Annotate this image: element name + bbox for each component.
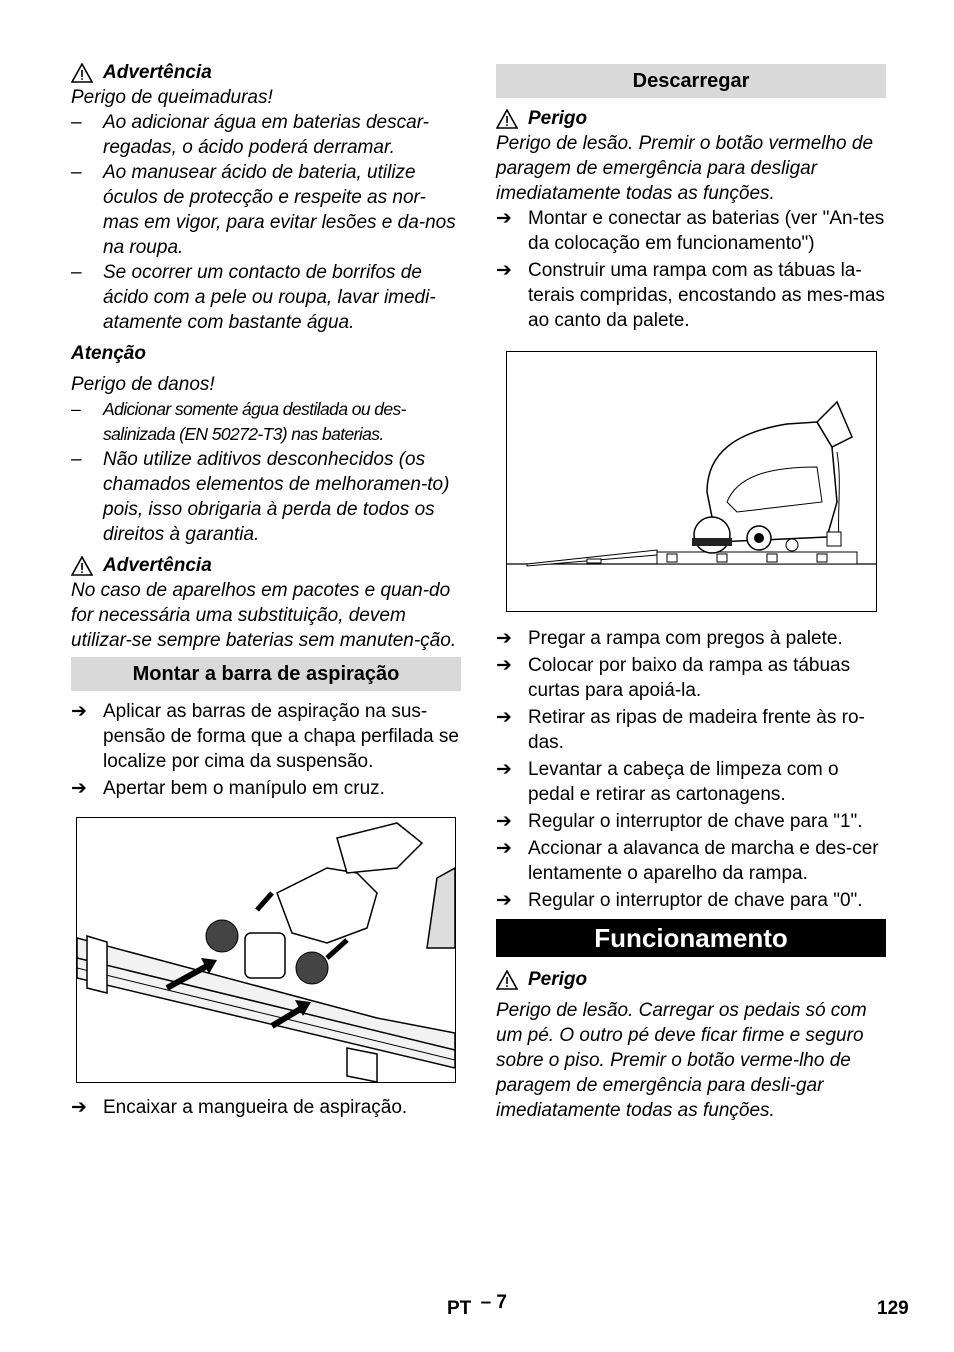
list-item: ➔ Encaixar a mangueira de aspiração. bbox=[71, 1097, 408, 1118]
list-item: ➔ Construir uma rampa com as tábuas la-terais compridas, encostando as mes-mas ao canto da palete. bbox=[496, 260, 885, 331]
warning-text: No caso de aparelhos em pacotes e quan-do for necessária uma substituição, devem utilizar-se sempre baterias sem manuten-ção. bbox=[71, 580, 457, 651]
arrow-right-icon: ➔ bbox=[496, 759, 512, 780]
warning-heading bbox=[71, 60, 461, 85]
warning-triangle-icon bbox=[71, 63, 93, 83]
left-column bbox=[71, 60, 461, 1122]
warning-triangle-icon bbox=[496, 970, 518, 990]
section-title: Montar a barra de aspiração bbox=[71, 657, 461, 691]
arrow-right-icon: ➔ bbox=[71, 701, 87, 722]
list-item: – Ao manusear ácido de bateria, utilize óculos de protecção e respeite as nor-mas em vigor, para evitar lesões e da-nos na roupa. bbox=[71, 162, 456, 258]
warning-triangle-icon bbox=[496, 109, 518, 129]
list-item: ➔ Regular o interruptor de chave para "1". bbox=[496, 811, 863, 832]
danger-heading: Perigo bbox=[496, 967, 886, 992]
arrow-right-icon: ➔ bbox=[71, 778, 87, 799]
arrow-right-icon: ➔ bbox=[496, 838, 512, 859]
list-item: ➔ Apertar bem o manípulo em cruz. bbox=[71, 778, 385, 799]
list-item: ➔ Pregar a rampa com pregos à palete. bbox=[496, 628, 843, 649]
arrow-right-icon: ➔ bbox=[496, 811, 512, 832]
attention-lead: Perigo de danos! bbox=[71, 374, 215, 395]
list-item: ➔ Accionar a alavanca de marcha e des-cer lentamente o aparelho da rampa. bbox=[496, 838, 879, 884]
attention-heading: Atenção bbox=[71, 343, 146, 364]
suction-bar-illustration bbox=[77, 818, 455, 1082]
danger-text: Perigo de lesão. Premir o botão vermelho de paragem de emergência para desligar imediatamente todas as funções. bbox=[496, 133, 874, 204]
suction-bar-figure bbox=[76, 817, 456, 1083]
footer-page-local: – 7 bbox=[480, 1292, 507, 1313]
footer-language: PT – 7 bbox=[447, 1292, 507, 1319]
warning-heading-text: Advertência bbox=[103, 62, 212, 83]
warning-triangle-icon bbox=[71, 556, 93, 576]
danger-text: Perigo de lesão. Carregar os pedais só com um pé. O outro pé deve ficar firme e seguro sobre o piso. Premir o botão verme-lho de paragem de emergência para desli-gar imediatamente todas as funções. bbox=[496, 1000, 867, 1121]
list-item: ➔ Colocar por baixo da rampa as tábuas curtas para apoiá-la. bbox=[496, 655, 851, 701]
unloading-illustration bbox=[507, 352, 876, 611]
arrow-right-icon: ➔ bbox=[496, 208, 512, 229]
right-column bbox=[496, 64, 886, 1123]
arrow-right-icon: ➔ bbox=[496, 628, 512, 649]
list-item: ➔ Montar e conectar as baterias (ver "An-tes da colocação em funcionamento") bbox=[496, 208, 885, 254]
list-item: – Ao adicionar água em baterias descar-regadas, o ácido poderá derramar. bbox=[71, 112, 430, 158]
list-item: ➔ Aplicar as barras de aspiração na sus-pensão de forma que a chapa perfilada se localize por cima da suspensão. bbox=[71, 701, 459, 772]
list-item: – Adicionar somente água destilada ou des-salinizada (EN 50272-T3) nas baterias. bbox=[71, 399, 406, 444]
list-item: – Não utilize aditivos desconhecidos (os chamados elementos de melhoramen-to) pois, isso obrigaria à perda de todos os direitos à garantia. bbox=[71, 449, 450, 545]
arrow-right-icon: ➔ bbox=[496, 707, 512, 728]
section-title: Descarregar bbox=[496, 64, 886, 98]
arrow-right-icon: ➔ bbox=[496, 260, 512, 281]
arrow-right-icon: ➔ bbox=[71, 1097, 87, 1118]
unloading-figure bbox=[506, 351, 877, 612]
list-item: ➔ Retirar as ripas de madeira frente às ro-das. bbox=[496, 707, 865, 753]
list-item: ➔ Levantar a cabeça de limpeza com o pedal e retirar as cartonagens. bbox=[496, 759, 839, 805]
list-item: ➔ Regular o interruptor de chave para "0". bbox=[496, 890, 863, 911]
warning-heading: Advertência bbox=[71, 553, 461, 578]
danger-heading: Perigo bbox=[496, 106, 886, 131]
warning-lead: Perigo de queimaduras! bbox=[71, 87, 273, 108]
page-number: 129 bbox=[877, 1298, 909, 1319]
arrow-right-icon: ➔ bbox=[496, 655, 512, 676]
list-item: – Se ocorrer um contacto de borrifos de ácido com a pele ou roupa, lavar imedi-atamente com bastante água. bbox=[71, 262, 436, 333]
chapter-title: Funcionamento bbox=[496, 919, 886, 957]
arrow-right-icon: ➔ bbox=[496, 890, 512, 911]
